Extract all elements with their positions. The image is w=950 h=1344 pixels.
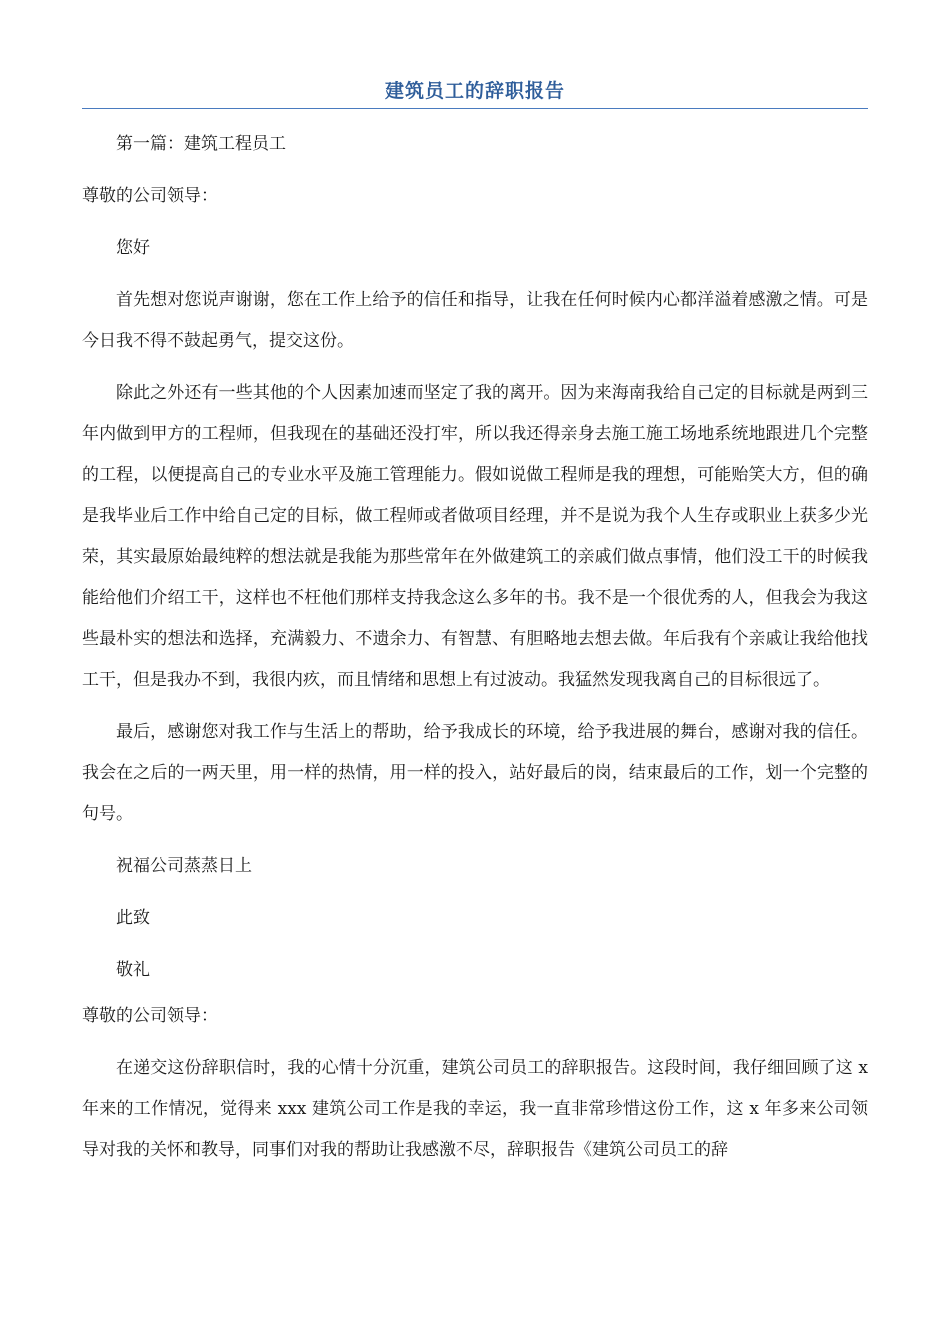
closing-line: 此致 [116, 908, 150, 928]
body-paragraph: 在递交这份辞职信时，我的心情十分沉重，建筑公司员工的辞职报告。这段时间，我仔细回顾了这 x 年来的工作情况，觉得来 xxx 建筑公司工作是我的幸运，我一直非常珍惜这份工作，这 x 年多来公司领导对我的关怀和教导，同事们对我的帮助让我感激不尽，辞职报告《建筑公司员工的辞 [82, 1058, 868, 1160]
body-paragraph: 最后，感谢您对我工作与生活上的帮助，给予我成长的环境，给予我进展的舞台，感谢对我的信任。我会在之后的一两天里，用一样的热情，用一样的投入，站好最后的岗，结束最后的工作，划一个完整的句号。 [82, 722, 868, 824]
salutation: 尊敬的公司领导： [82, 186, 218, 206]
document-page [82, 78, 868, 1171]
body-paragraph: 除此之外还有一些其他的个人因素加速而坚定了我的离开。因为来海南我给自己定的目标就是两到三年内做到甲方的工程师，但我现在的基础还没打牢，所以我还得亲身去施工施工场地系统地跟进几个完整的工程，以便提高自己的专业水平及施工管理能力。假如说做工程师是我的理想，可能贻笑大方，但的确是我毕业后工作中给自己定的目标，做工程师或者做项目经理，并不是说为我个人生存或职业上获多少光荣，其实最原始最纯粹的想法就是我能为那些常年在外做建筑工的亲戚们做点事情，他们没工干的时候我能给他们介绍工干，这样也不枉他们那样支持我念这么多年的书。我不是一个很优秀的人，但我会为我这些最朴实的想法和选择，充满毅力、不遗余力、有智慧、有胆略地去想去做。年后我有个亲戚让我给他找工干，但是我办不到，我很内疚，而且情绪和思想上有过波动。我猛然发现我离自己的目标很远了。 [82, 383, 868, 690]
closing-line: 敬礼 [116, 960, 150, 980]
salutation: 尊敬的公司领导： [82, 1006, 218, 1026]
body-paragraph: 首先想对您说声谢谢，您在工作上给予的信任和指导，让我在任何时候内心都洋溢着感激之情。可是今日我不得不鼓起勇气，提交这份。 [82, 290, 868, 351]
greeting: 您好 [116, 238, 150, 258]
closing-wish: 祝福公司蒸蒸日上 [116, 856, 252, 876]
section-heading: 第一篇：建筑工程员工 [116, 134, 286, 154]
document-title: 建筑员工的辞职报告 [82, 78, 868, 109]
